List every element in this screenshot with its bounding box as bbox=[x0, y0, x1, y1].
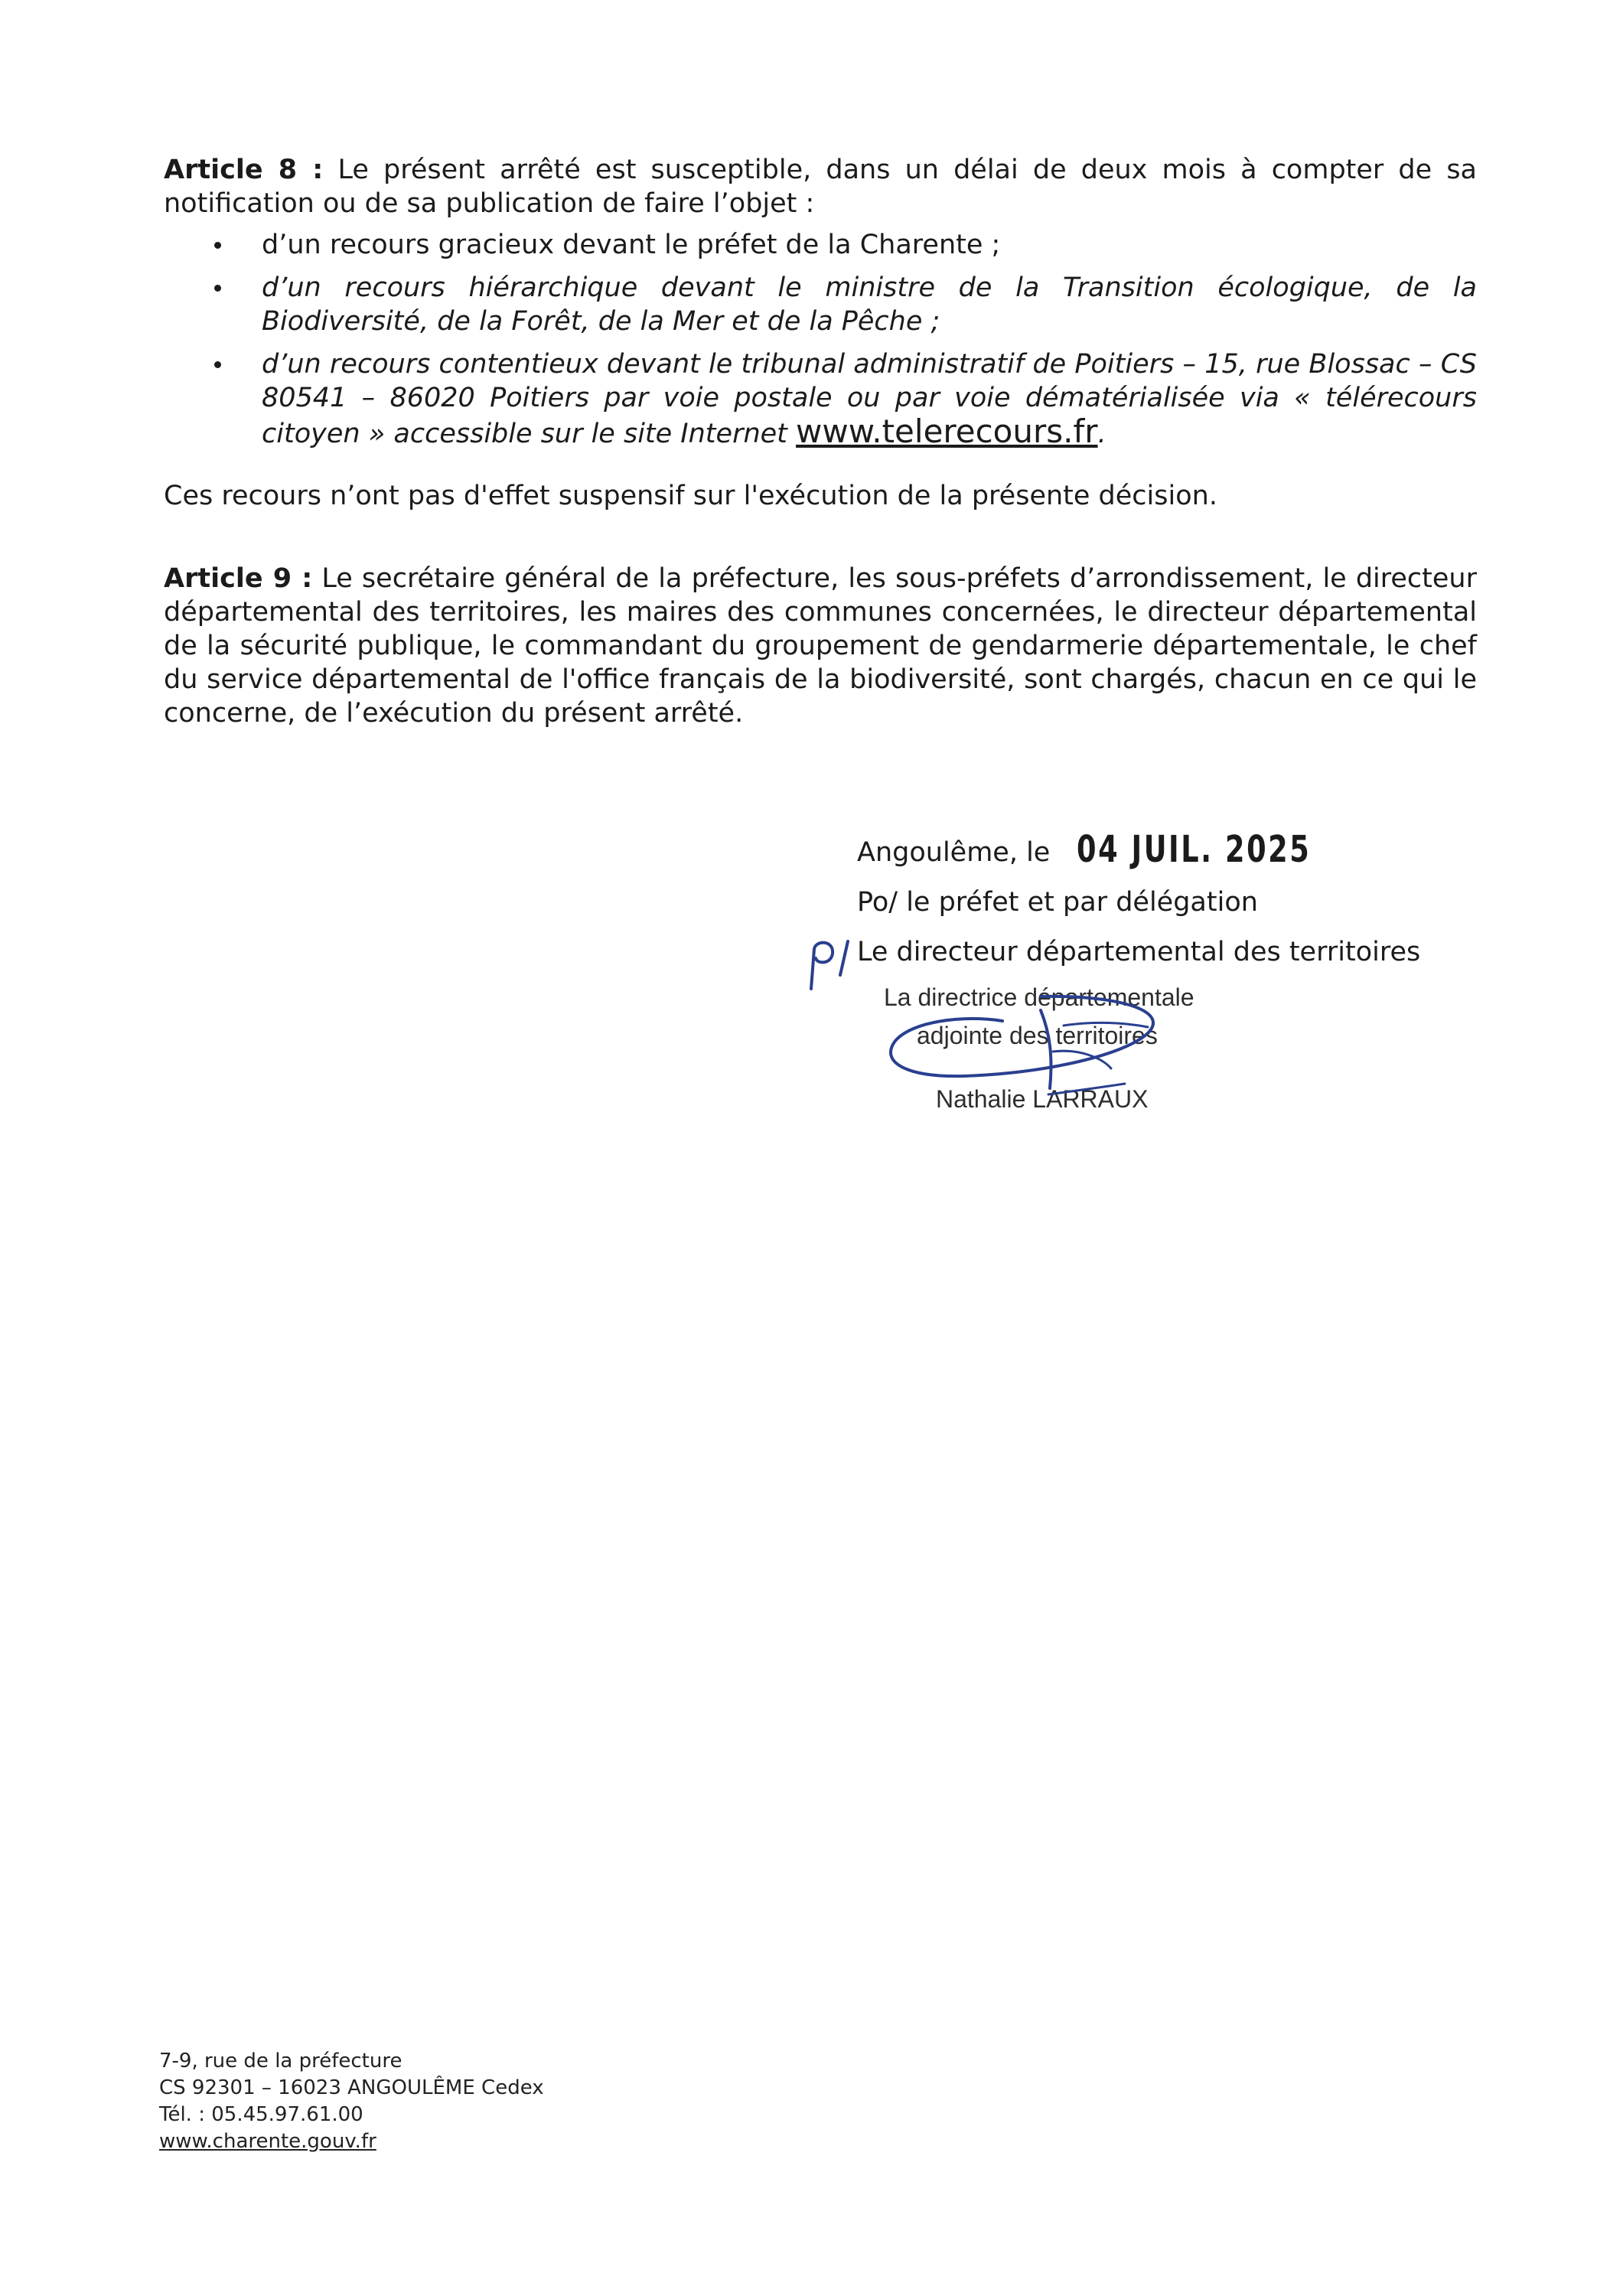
handwritten-pl-mark bbox=[803, 935, 857, 996]
recourse-list bbox=[164, 228, 1477, 460]
article-8-text: Le présent arrêté est susceptible, dans un délai de deux mois à compter de sa notification ou de sa publication de faire l’objet : bbox=[164, 155, 1477, 219]
article-8-label: Article 8 : bbox=[164, 155, 324, 185]
stamp-title-2: adjointe des territoires bbox=[917, 1022, 1158, 1049]
footer-street: 7-9, rue de la préfecture bbox=[159, 2050, 402, 2073]
handwritten-signature bbox=[872, 987, 1224, 1125]
recourse-gracieux: d’un recours gracieux devant le préfet de la Charente ; bbox=[164, 228, 1477, 262]
recourse-contentieux-text: d’un recours contentieux devant le tribunal administratif de Poitiers – 15, rue Blossac – CS 80541 – 86020 Poitiers par voie postale ou par voie dématérialisée via « télérecours citoyen » accessible sur le site Internet bbox=[262, 349, 1477, 449]
telerecours-link-suffix: . bbox=[1097, 419, 1106, 449]
footer-address bbox=[159, 2048, 544, 2155]
footer-website-link[interactable]: www.charente.gouv.fr bbox=[159, 2130, 376, 2153]
signature-place: Angoulême, le bbox=[857, 837, 1051, 868]
article-9-label: Article 9 : bbox=[164, 563, 313, 594]
stamp-title: La directrice départementale bbox=[884, 983, 1194, 1011]
article-9 bbox=[164, 562, 1477, 730]
article-9-text: Le secrétaire général de la préfecture, les sous-préfets d’arrondissement, le directeur départemental des territoires, les maires des communes concernées, le directeur départemental de la sécurité publique, le commandant du groupement de gendarmerie départementale, le chef du service départemental de l'office français de la biodiversité, sont chargés, chacun en ce qui le concerne, de l’exécution du présent arrêté. bbox=[164, 563, 1477, 729]
signature-line-delegation: Po/ le préfet et par délégation bbox=[857, 887, 1258, 918]
footer-phone: Tél. : 05.45.97.61.00 bbox=[159, 2103, 363, 2126]
footer-postal: CS 92301 – 16023 ANGOULÊME Cedex bbox=[159, 2076, 544, 2099]
suspensive-note: Ces recours n’ont pas d'effet suspensif sur l'exécution de la présente décision. bbox=[164, 481, 1217, 511]
article-8-intro bbox=[164, 153, 1477, 220]
stamp-name: Nathalie LARRAUX bbox=[936, 1085, 1149, 1113]
recourse-hierarchique: d’un recours hiérarchique devant le ministre de la Transition écologique, de la Biodiversité, de la Forêt, de la Mer et de la Pêche ; bbox=[164, 271, 1477, 338]
signature-line-director: Le directeur départemental des territoires bbox=[857, 937, 1421, 967]
recourse-contentieux bbox=[164, 347, 1477, 451]
date-stamp: 04 JUIL. 2025 bbox=[1077, 828, 1312, 871]
telerecours-link[interactable]: www.telerecours.fr bbox=[796, 413, 1098, 450]
